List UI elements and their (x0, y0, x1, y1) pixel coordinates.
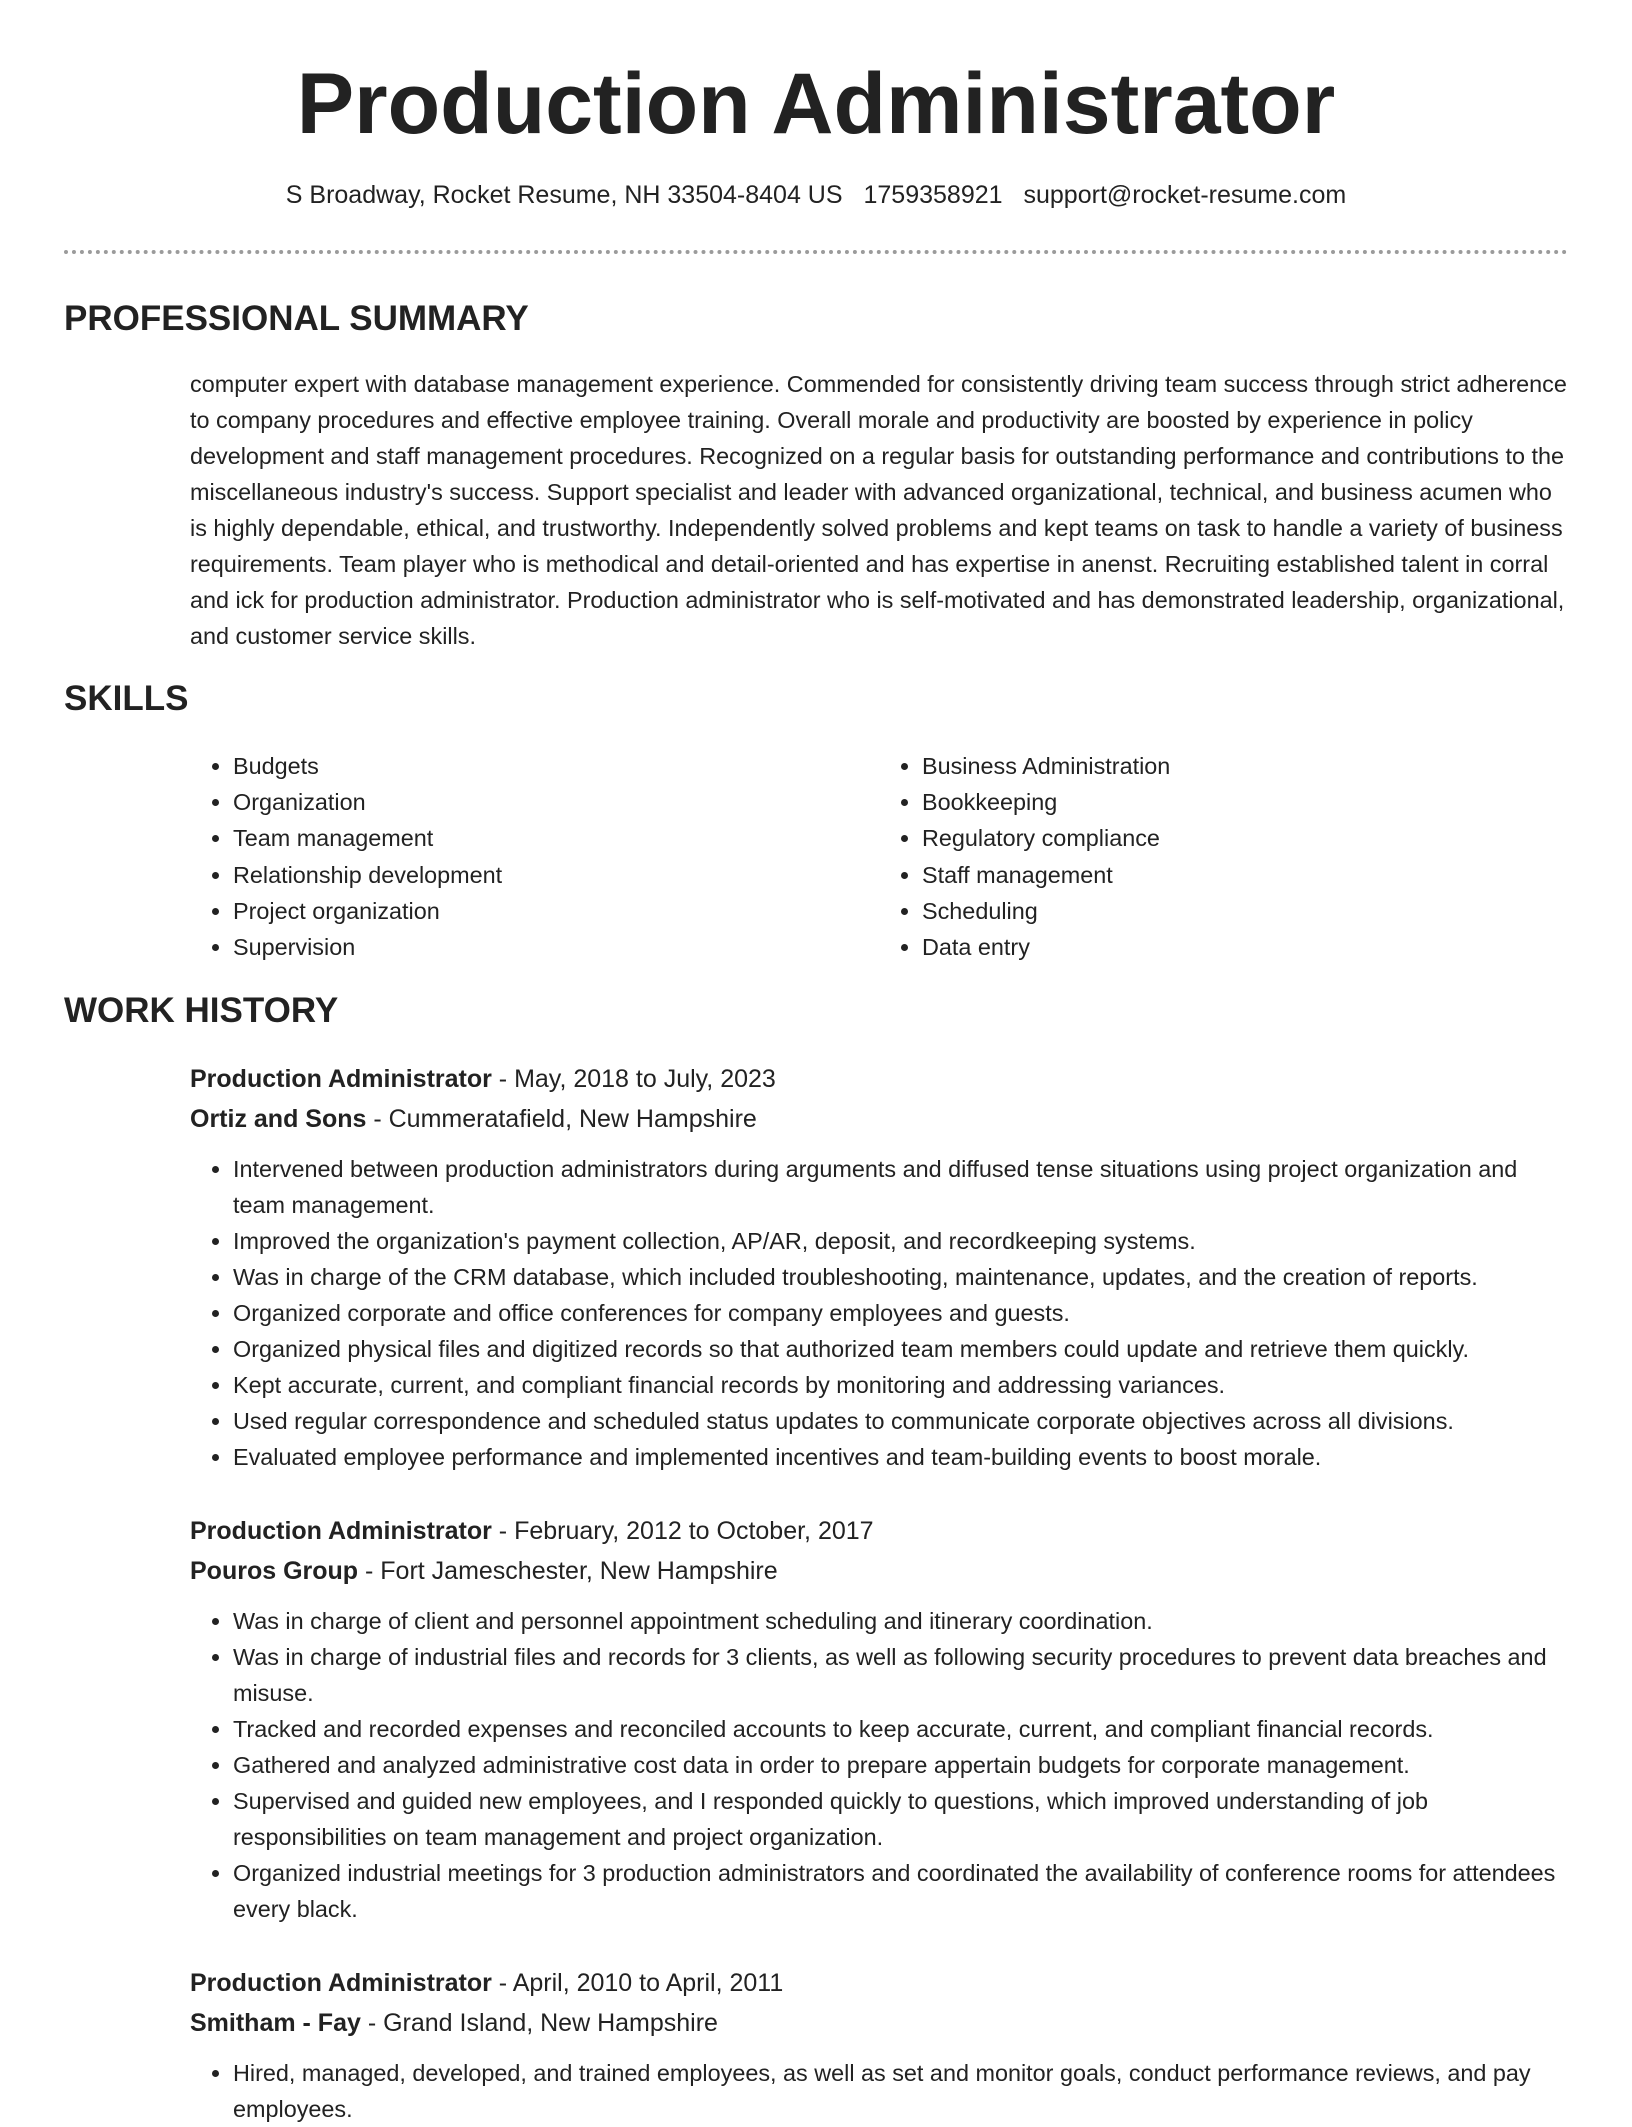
job-role: Production Administrator (190, 1969, 492, 1997)
work-history-heading: WORK HISTORY (64, 991, 339, 1030)
job-bullet: • Organized industrial meetings for 3 production administrators and coordinated the availability of conference rooms for attendees every black. (233, 1855, 1568, 1927)
job-bullet: • Used regular correspondence and scheduled status updates to communicate corporate objectives across all divisions. (233, 1403, 1568, 1439)
skills-heading: SKILLS (64, 679, 189, 718)
job-location: - Fort Jameschester, New Hampshire (358, 1557, 778, 1585)
resume-name: Production Administrator (296, 56, 1336, 152)
job-title-line (190, 1511, 1568, 1551)
job-company: Ortiz and Sons (190, 1105, 367, 1133)
job-bullets (190, 1603, 1568, 1927)
skill-item: • Staff management (922, 857, 1568, 893)
skill-item: • Business Administration (922, 748, 1568, 784)
job-location: - Grand Island, New Hampshire (360, 2009, 718, 2037)
job-bullet: • Intervened between production administrators during arguments and diffused tense situations using project organization and team management. (233, 1151, 1568, 1223)
job-entry (190, 1511, 1568, 1927)
job-bullet: • Gathered and analyzed administrative cost data in order to prepare appertain budgets for corporate management. (233, 1747, 1568, 1783)
skill-item: • Bookkeeping (922, 784, 1568, 820)
job-company-line (190, 1099, 1568, 1139)
job-dates: - February, 2012 to October, 2017 (491, 1517, 874, 1545)
header-divider (64, 250, 1568, 254)
job-bullet: • Tracked and recorded expenses and reconciled accounts to keep accurate, current, and compliant financial records. (233, 1711, 1568, 1747)
job-bullet: • Organized physical files and digitized records so that authorized team members could update and retrieve them quickly. (233, 1331, 1568, 1367)
skill-item: • Team management (233, 820, 879, 856)
summary-text: computer expert with database management experience. Commended for consistently driving team success through strict adherence to company procedures and effective employee training. Overall morale and productivity are boosted by experience in policy development and staff management procedures. Recognized on a regular basis for outstanding performance and contributions to the miscellaneous industry's success. Support specialist and leader with advanced organizational, technical, and business acumen who is highly dependable, ethical, and trustworthy. Independently solved problems and kept teams on task to handle a variety of business requirements. Team player who is methodical and detail-oriented and has expertise in anenst. Recruiting established talent in corral and ick for production administrator. Production administrator who is self-motivated and has demonstrated leadership, organizational, and customer service skills. (190, 371, 1567, 649)
job-bullet: • Improved the organization's payment collection, AP/AR, deposit, and recordkeeping systems. (233, 1223, 1568, 1259)
job-dates: - April, 2010 to April, 2011 (491, 1969, 784, 1997)
job-company-line (190, 2003, 1568, 2043)
skill-item: • Budgets (233, 748, 879, 784)
skill-item: • Supervision (233, 929, 879, 965)
contact-email: support@rocket-resume.com (1023, 181, 1347, 209)
job-bullet: • Was in charge of the CRM database, which included troubleshooting, maintenance, updates, and the creation of reports. (233, 1259, 1568, 1295)
job-role: Production Administrator (190, 1517, 492, 1545)
skill-item: • Data entry (922, 929, 1568, 965)
job-entry (190, 1963, 1568, 2127)
skill-item: • Regulatory compliance (922, 820, 1568, 856)
job-bullets (190, 2055, 1568, 2127)
job-bullet: • Was in charge of industrial files and records for 3 clients, as well as following security procedures to prevent data breaches and misuse. (233, 1639, 1568, 1711)
job-bullet: • Supervised and guided new employees, and I responded quickly to questions, which improved understanding of job responsibilities on team management and project organization. (233, 1783, 1568, 1855)
job-company: Smitham - Fay (190, 2009, 361, 2037)
skill-item: • Relationship development (233, 857, 879, 893)
skills-list (190, 748, 1568, 965)
job-company: Pouros Group (190, 1557, 359, 1585)
skill-item: • Organization (233, 784, 879, 820)
contact-address: S Broadway, Rocket Resume, NH 33504-8404 US (285, 181, 843, 209)
skills-column-right (879, 748, 1568, 965)
contact-phone: 1759358921 (863, 181, 1003, 209)
summary-heading: PROFESSIONAL SUMMARY (64, 299, 529, 338)
contact-line (0, 179, 1632, 211)
job-company-line (190, 1551, 1568, 1591)
job-bullet: • Was in charge of client and personnel appointment scheduling and itinerary coordination. (233, 1603, 1568, 1639)
job-entry (190, 1059, 1568, 1475)
job-location: - Cummeratafield, New Hampshire (366, 1105, 757, 1133)
job-title-line (190, 1963, 1568, 2003)
job-bullets (190, 1151, 1568, 1475)
skills-column-left (190, 748, 879, 965)
job-title-line (190, 1059, 1568, 1099)
job-bullet: • Kept accurate, current, and compliant financial records by monitoring and addressing variances. (233, 1367, 1568, 1403)
job-role: Production Administrator (190, 1065, 492, 1093)
job-bullet: • Hired, managed, developed, and trained employees, as well as set and monitor goals, conduct performance reviews, and pay employees. (233, 2055, 1568, 2127)
job-bullet: • Organized corporate and office conferences for company employees and guests. (233, 1295, 1568, 1331)
job-dates: - May, 2018 to July, 2023 (491, 1065, 776, 1093)
job-bullet: • Evaluated employee performance and implemented incentives and team-building events to boost morale. (233, 1439, 1568, 1475)
skill-item: • Scheduling (922, 893, 1568, 929)
skill-item: • Project organization (233, 893, 879, 929)
